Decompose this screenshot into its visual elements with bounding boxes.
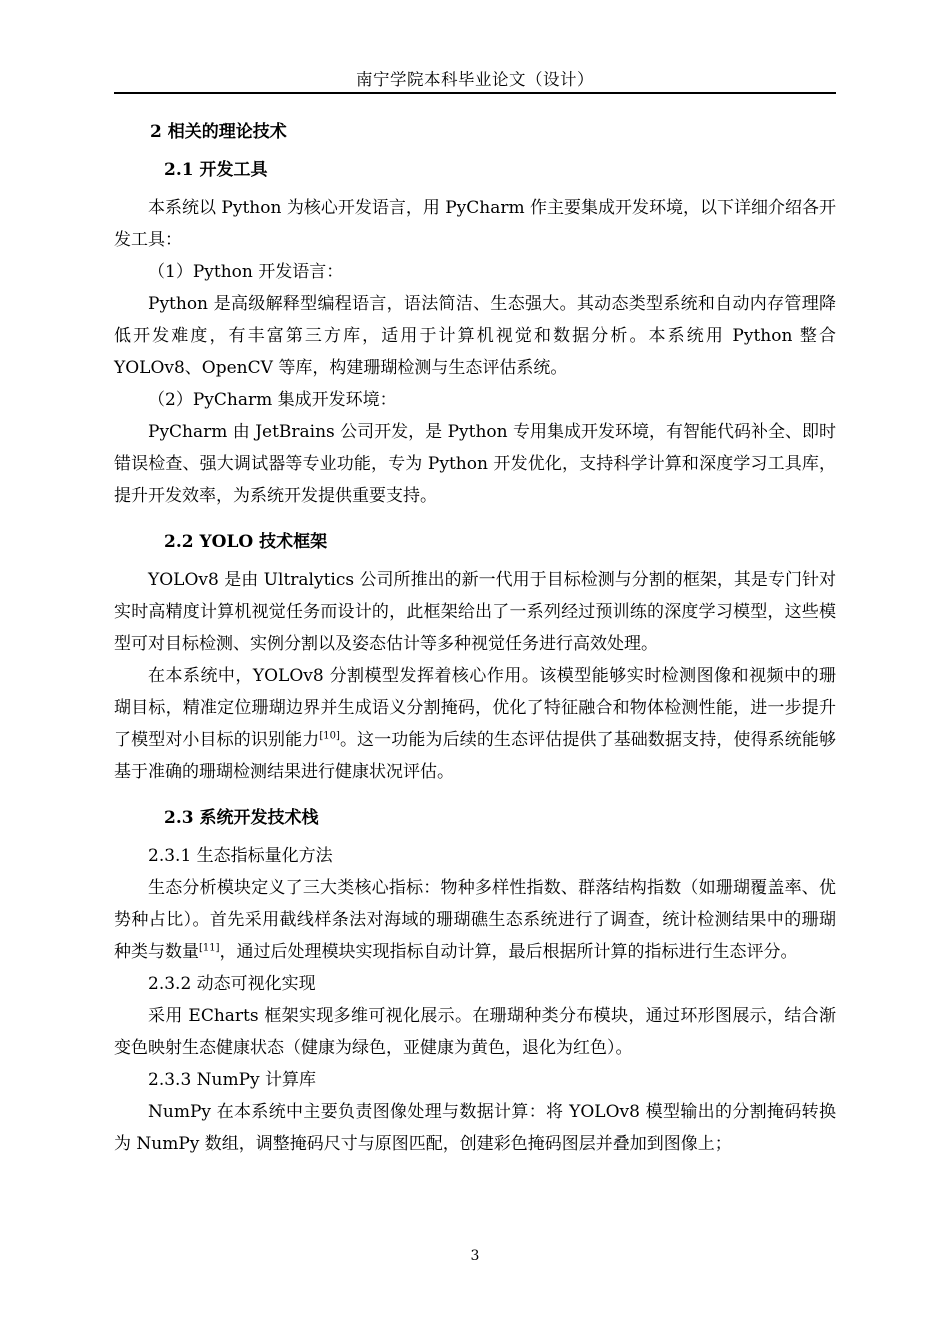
subsection-title: 2.3.3 NumPy 计算库 (148, 1070, 317, 1090)
paragraph (114, 872, 836, 968)
subsection-title: 2.3.1 生态指标量化方法 (148, 846, 333, 866)
paragraph-text: 在本系统中，YOLOv8 分割模型发挥着核心作用。该模型能够实时检测图像和视频中的珊瑚目标，精准定位珊瑚边界并生成语义分割掩码，优化了特征融合和物体检测性能，进一步提升了模型对小目标的识别能力 (114, 666, 836, 750)
header-rule (114, 92, 836, 94)
page-number: 3 (470, 1248, 480, 1264)
paragraph: YOLOv8 是由 Ultralytics 公司所推出的新一代用于目标检测与分割的框架，其是专门针对实时高精度计算机视觉任务而设计的，此框架给出了一系列经过预训练的深度学习模型，这些模型可对目标检测、实例分割以及姿态估计等多种视觉任务进行高效处理。 (114, 570, 836, 654)
paragraph: NumPy 在本系统中主要负责图像处理与数据计算：将 YOLOv8 模型输出的分割掩码转换为 NumPy 数组，调整掩码尺寸与原图匹配，创建彩色掩码图层并叠加到图像上； (114, 1102, 836, 1154)
paragraph: Python 是高级解释型编程语言，语法简洁、生态强大。其动态类型系统和自动内存管理降低开发难度，有丰富第三方库，适用于计算机视觉和数据分析。本系统用 Python 整合 YOLOv8、OpenCV 等库，构建珊瑚检测与生态评估系统。 (114, 294, 836, 378)
paragraph (114, 660, 836, 788)
chapter-title: 2 相关的理论技术 (150, 122, 287, 142)
page-body (114, 116, 836, 1160)
list-item: （2）PyCharm 集成开发环境： (148, 390, 397, 410)
list-item: （1）Python 开发语言： (148, 262, 344, 282)
section-2-3-title: 2.3 系统开发技术栈 (164, 808, 319, 828)
paragraph-text: 生态分析模块定义了三大类核心指标：物种多样性指数、群落结构指数（如珊瑚覆盖率、优势种占比）。首先采用截线样条法对海域的珊瑚礁生态系统进行了调查，统计检测结果中的珊瑚种类与数量 (114, 878, 836, 962)
citation[interactable]: [10] (319, 730, 340, 742)
paragraph: PyCharm 由 JetBrains 公司开发，是 Python 专用集成开发环境，有智能代码补全、即时错误检查、强大调试器等专业功能，专为 Python 开发优化，支持科学计算和深度学习工具库，提升开发效率，为系统开发提供重要支持。 (114, 422, 836, 506)
citation[interactable]: [11] (199, 942, 220, 954)
running-header: 南宁学院本科毕业论文（设计） (356, 70, 594, 89)
section-2-2-title: 2.2 YOLO 技术框架 (164, 532, 328, 552)
subsection-title: 2.3.2 动态可视化实现 (148, 974, 316, 994)
paragraph-text: ，通过后处理模块实现指标自动计算，最后根据所计算的指标进行生态评分。 (219, 942, 798, 962)
section-2-1-title: 2.1 开发工具 (164, 160, 268, 180)
paragraph: 本系统以 Python 为核心开发语言，用 PyCharm 作主要集成开发环境，以下详细介绍各开发工具： (114, 198, 837, 250)
paragraph: 采用 ECharts 框架实现多维可视化展示。在珊瑚种类分布模块，通过环形图展示，结合渐变色映射生态健康状态（健康为绿色，亚健康为黄色，退化为红色）。 (114, 1006, 836, 1058)
paragraph-text: 。这一功能为后续的生态评估提供了基础数据支持，使得系统能够基于准确的珊瑚检测结果进行健康状况评估。 (114, 730, 837, 782)
